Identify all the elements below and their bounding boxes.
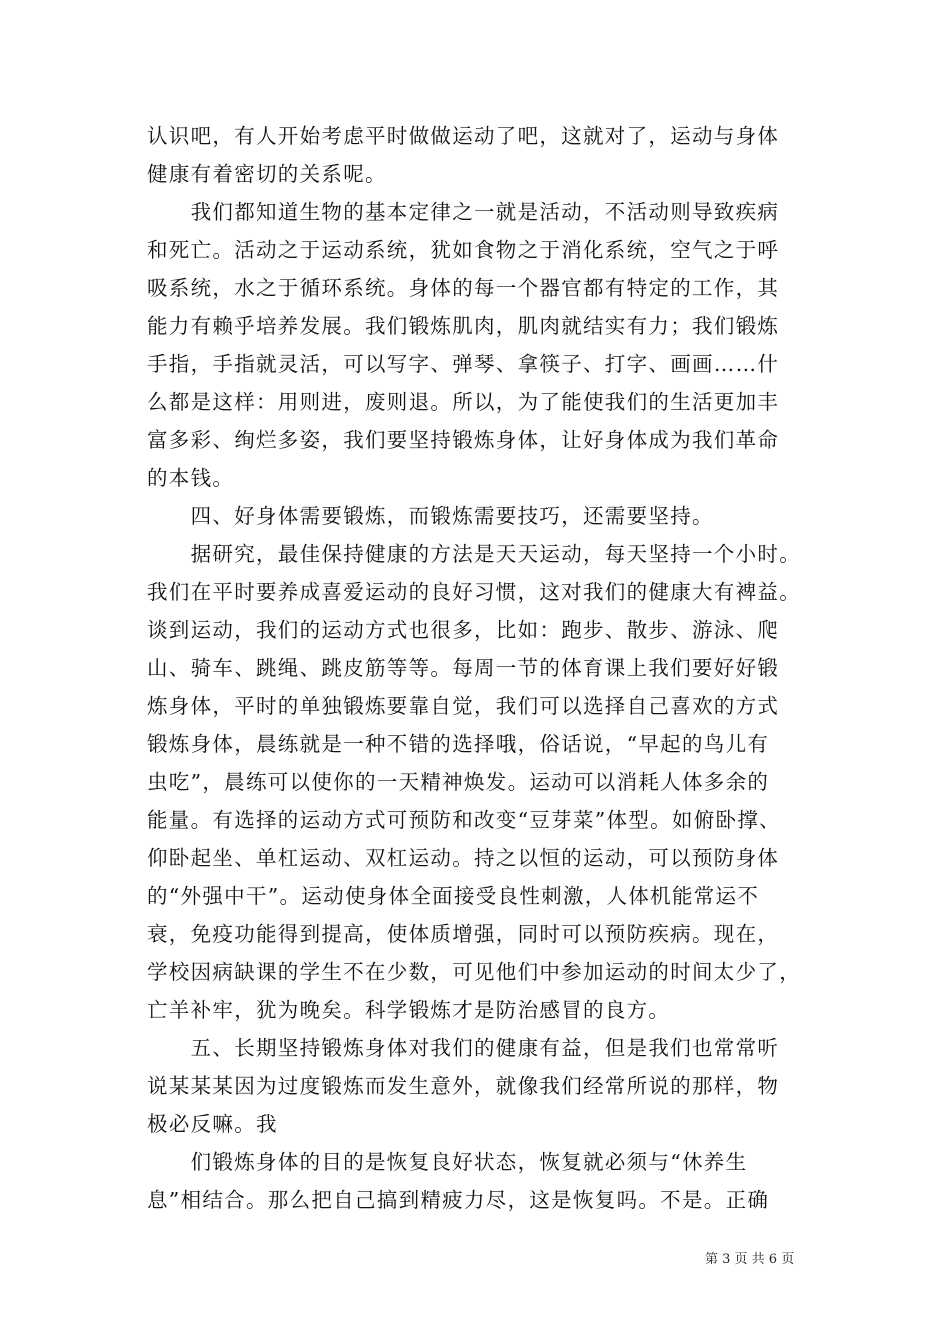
text-line: 富多彩、绚烂多姿，我们要坚持锻炼身体，让好身体成为我们革命 [147,428,780,452]
text-line: 们锻炼身体的目的是恢复良好状态，恢复就必须与“休养生 [147,1150,748,1174]
text-line: 和死亡。活动之于运动系统，犹如食物之于消化系统，空气之于呼 [147,238,780,262]
text-line: 谈到运动，我们的运动方式也很多，比如：跑步、散步、游泳、爬 [147,618,780,642]
section-heading: 四、好身体需要锻炼，而锻炼需要技巧，还需要坚持。 [147,504,714,528]
text-line: 么都是这样：用则进，废则退。所以，为了能使我们的生活更加丰 [147,390,780,414]
text-line: 能量。有选择的运动方式可预防和改变“豆芽菜”体型。如俯卧撑、 [147,808,781,832]
text-line: 健康有着密切的关系呢。 [147,162,387,186]
text-line: 我们在平时要养成喜爱运动的良好习惯，这对我们的健康大有裨益。 [147,580,801,604]
text-line: 仰卧起坐、单杠运动、双杠运动。持之以恒的运动，可以预防身体 [147,846,780,870]
text-line: 息”相结合。那么把自己搞到精疲力尽，这是恢复吗。不是。正确 [147,1188,770,1212]
text-line: 虫吃”，晨练可以使你的一天精神焕发。运动可以消耗人体多余的 [147,770,770,794]
text-line: 学校因病缺课的学生不在少数，可见他们中参加运动的时间太少了， [147,960,801,984]
text-line: 极必反嘛。我 [147,1112,278,1136]
text-line: 说某某某因为过度锻炼而发生意外，就像我们经常所说的那样，物 [147,1074,780,1098]
text-line: 山、骑车、跳绳、跳皮筋等等。每周一节的体育课上我们要好好锻 [147,656,780,680]
text-line: 的本钱。 [147,466,235,490]
text-line: 认识吧，有人开始考虑平时做做运动了吧，这就对了，运动与身体 [147,124,780,148]
section-heading: 五、长期坚持锻炼身体对我们的健康有益，但是我们也常常听 [147,1036,780,1060]
text-line: 据研究，最佳保持健康的方法是天天运动，每天坚持一个小时。 [147,542,801,566]
text-line: 炼身体，平时的单独锻炼要靠自觉，我们可以选择自己喜欢的方式 [147,694,780,718]
text-line: 吸系统，水之于循环系统。身体的每一个器官都有特定的工作，其 [147,276,780,300]
text-line: 衰，免疫功能得到提高，使体质增强，同时可以预防疾病。现在， [147,922,780,946]
text-line: 我们都知道生物的基本定律之一就是活动，不活动则导致疾病 [147,200,780,224]
text-line: 锻炼身体，晨练就是一种不错的选择哦，俗话说，“早起的鸟儿有 [147,732,770,756]
text-line: 亡羊补牢，犹为晚矣。科学锻炼才是防治感冒的良方。 [147,998,671,1022]
text-line: 能力有赖乎培养发展。我们锻炼肌肉，肌肉就结实有力；我们锻炼 [147,314,780,338]
page-number: 第 3 页 共 6 页 [705,1252,795,1267]
text-line: 手指，手指就灵活，可以写字、弹琴、拿筷子、打字、画画……什 [147,352,780,376]
text-line: 的“外强中干”。运动使身体全面接受良性刺激，人体机能常运不 [147,884,760,908]
